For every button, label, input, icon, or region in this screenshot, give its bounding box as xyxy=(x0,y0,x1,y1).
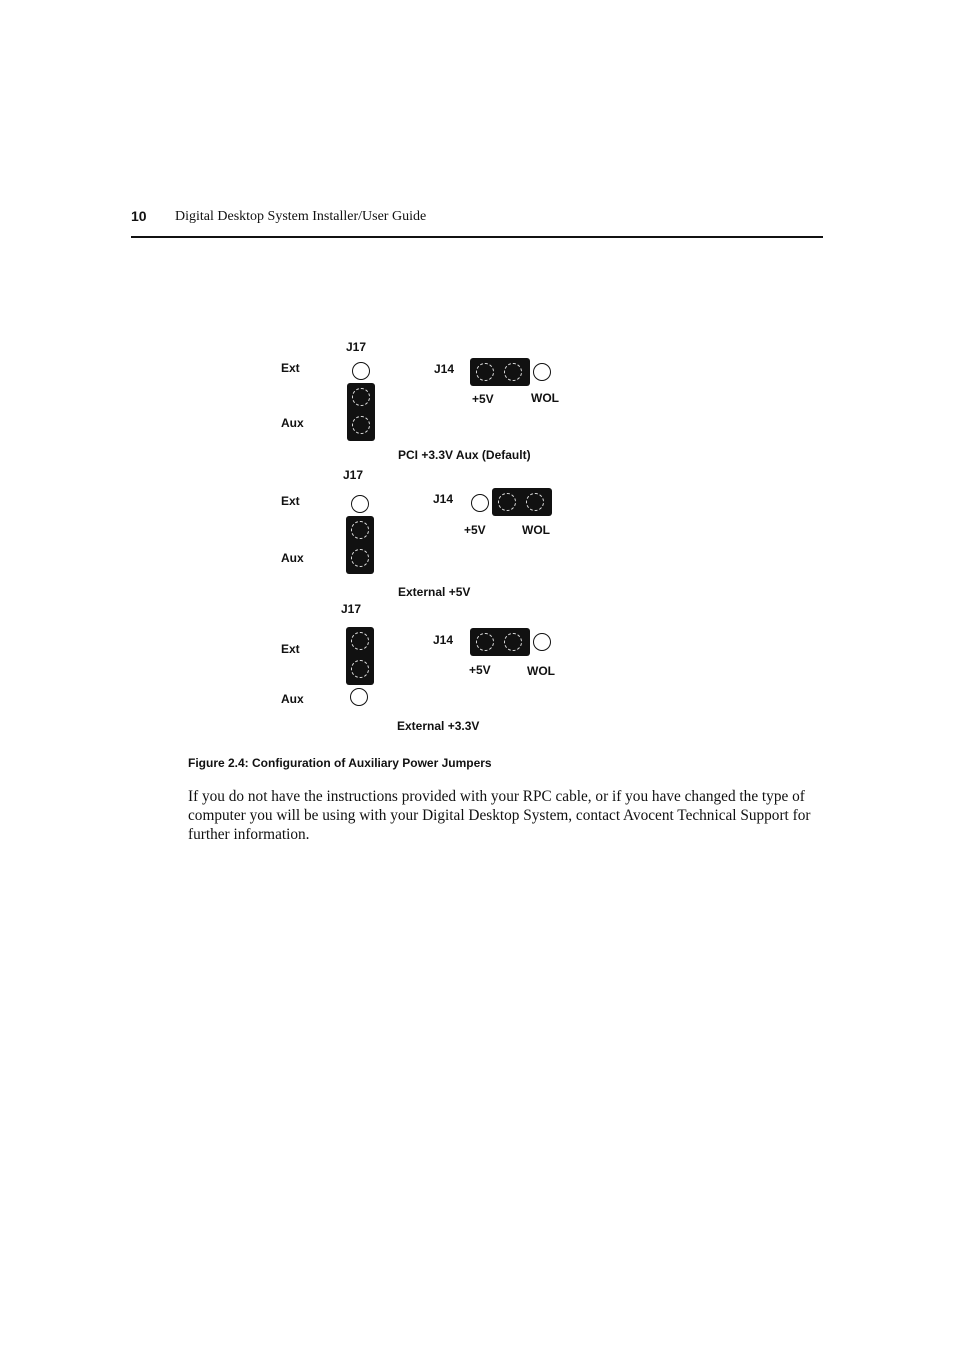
j14-jumper-cap xyxy=(470,628,530,656)
config-title: External +3.3V xyxy=(397,719,480,733)
j17-label: J17 xyxy=(341,602,362,616)
wol-label: WOL xyxy=(531,391,559,405)
jumper-pin xyxy=(351,549,369,567)
jumper-pin xyxy=(351,660,369,678)
j17-pin-aux xyxy=(350,688,368,706)
figure-caption: Figure 2.4: Configuration of Auxiliary Power Jumpers xyxy=(188,756,492,770)
jumper-pin xyxy=(476,633,494,651)
j17-pin-ext xyxy=(351,495,369,513)
jumper-pin xyxy=(526,493,544,511)
jumper-pin xyxy=(476,363,494,381)
j14-jumper-cap xyxy=(492,488,552,516)
jumper-pin xyxy=(504,633,522,651)
wol-label: WOL xyxy=(522,523,550,537)
j17-pin-ext xyxy=(352,362,370,380)
wol-label: WOL xyxy=(527,664,555,678)
j17-jumper-cap xyxy=(346,516,374,574)
config-title: External +5V xyxy=(398,585,471,599)
jumper-pin xyxy=(351,632,369,650)
jumper-pin xyxy=(351,521,369,539)
plus5v-label: +5V xyxy=(472,392,494,406)
jumper-configuration-figure xyxy=(270,330,580,740)
body-paragraph: If you do not have the instructions provided with your RPC cable, or if you have changed the type of computer you will be using with your Digital Desktop System, contact Avocent Technical Support for further information. xyxy=(188,788,811,843)
aux-label: Aux xyxy=(281,551,304,565)
config-title: PCI +3.3V Aux (Default) xyxy=(398,448,531,462)
running-title: Digital Desktop System Installer/User Guide xyxy=(175,209,427,224)
aux-label: Aux xyxy=(281,416,304,430)
j17-jumper-cap xyxy=(346,627,374,685)
ext-label: Ext xyxy=(281,361,300,375)
j17-label: J17 xyxy=(346,340,367,354)
j14-label: J14 xyxy=(433,492,454,506)
aux-label: Aux xyxy=(281,692,304,706)
plus5v-label: +5V xyxy=(464,523,486,537)
j14-label: J14 xyxy=(433,633,454,647)
j17-label: J17 xyxy=(343,468,364,482)
ext-label: Ext xyxy=(281,494,300,508)
page-number: 10 xyxy=(131,208,147,224)
j14-label: J14 xyxy=(434,362,455,376)
j14-pin-wol xyxy=(533,363,551,381)
jumper-pin xyxy=(352,388,370,406)
ext-label: Ext xyxy=(281,642,300,656)
j14-pin-plus5v xyxy=(471,494,489,512)
j17-jumper-cap xyxy=(347,383,375,441)
plus5v-label: +5V xyxy=(469,663,491,677)
jumper-pin xyxy=(352,416,370,434)
j14-jumper-cap xyxy=(470,358,530,386)
page-header xyxy=(131,206,823,238)
jumper-pin xyxy=(504,363,522,381)
header-rule xyxy=(131,236,823,238)
j14-pin-wol xyxy=(533,633,551,651)
jumper-pin xyxy=(498,493,516,511)
